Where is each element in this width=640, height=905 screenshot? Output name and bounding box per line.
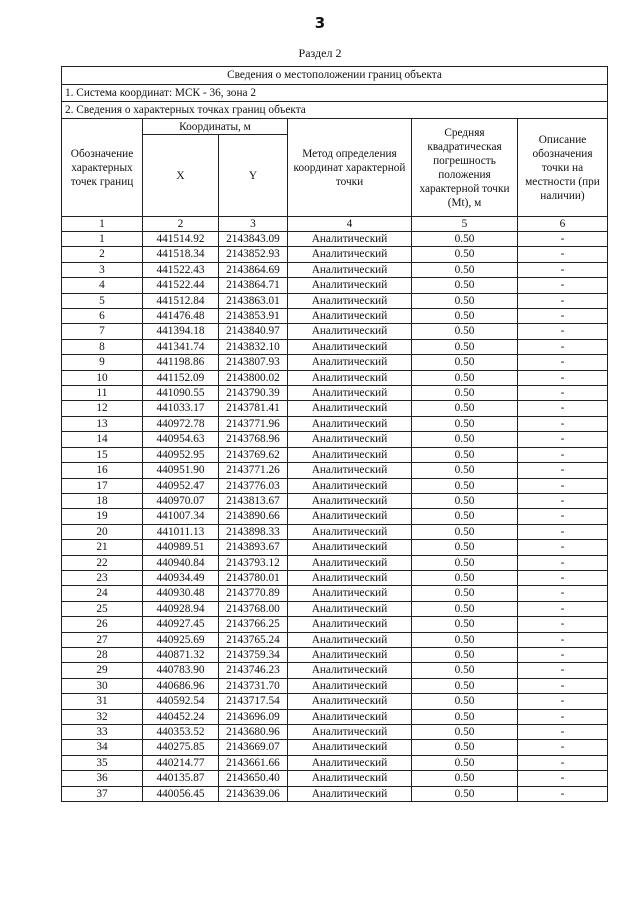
coord-x: 441011.13	[143, 524, 219, 539]
method-cell: Аналитический	[288, 663, 412, 678]
coord-y: 2143793.12	[219, 555, 288, 570]
point-number: 23	[62, 570, 143, 585]
table-row	[62, 617, 608, 632]
coord-y: 2143696.09	[219, 709, 288, 724]
point-number: 24	[62, 586, 143, 601]
description-cell: -	[518, 555, 608, 570]
error-cell: 0.50	[412, 617, 518, 632]
description-cell: -	[518, 293, 608, 308]
coord-y: 2143650.40	[219, 771, 288, 786]
coord-y: 2143770.89	[219, 586, 288, 601]
coord-x: 440940.84	[143, 555, 219, 570]
error-cell: 0.50	[412, 447, 518, 462]
description-cell: -	[518, 617, 608, 632]
description-cell: -	[518, 355, 608, 370]
error-cell: 0.50	[412, 709, 518, 724]
column-number-row	[62, 217, 608, 232]
coord-y: 2143717.54	[219, 694, 288, 709]
method-cell: Аналитический	[288, 247, 412, 262]
point-number: 36	[62, 771, 143, 786]
point-number: 18	[62, 493, 143, 508]
header-description: Описание обозначения точки на местности (при наличии)	[518, 119, 608, 217]
table-row	[62, 386, 608, 401]
coord-x: 440930.48	[143, 586, 219, 601]
coord-y: 2143769.62	[219, 447, 288, 462]
point-number: 20	[62, 524, 143, 539]
header-designation: Обозначение характерных точек границ	[62, 119, 143, 217]
coord-y: 2143771.26	[219, 463, 288, 478]
column-number: 5	[412, 217, 518, 232]
error-cell: 0.50	[412, 262, 518, 277]
point-number: 19	[62, 509, 143, 524]
description-cell: -	[518, 663, 608, 678]
method-cell: Аналитический	[288, 524, 412, 539]
error-cell: 0.50	[412, 478, 518, 493]
method-cell: Аналитический	[288, 278, 412, 293]
point-number: 9	[62, 355, 143, 370]
table-row	[62, 755, 608, 770]
coord-x: 441512.84	[143, 293, 219, 308]
error-cell: 0.50	[412, 601, 518, 616]
coordinate-system: 1. Система координат: МСК - 36, зона 2	[62, 85, 608, 102]
coord-x: 441198.86	[143, 355, 219, 370]
coord-y: 2143766.25	[219, 617, 288, 632]
coordinates-table	[61, 66, 608, 802]
table-row	[62, 309, 608, 324]
point-number: 30	[62, 678, 143, 693]
description-cell: -	[518, 678, 608, 693]
header-row-top	[62, 119, 608, 135]
description-cell: -	[518, 339, 608, 354]
points-caption-row	[62, 102, 608, 119]
method-cell: Аналитический	[288, 509, 412, 524]
error-cell: 0.50	[412, 509, 518, 524]
table-row	[62, 694, 608, 709]
header-x: X	[143, 135, 219, 217]
coord-x: 440934.49	[143, 570, 219, 585]
error-cell: 0.50	[412, 386, 518, 401]
description-cell: -	[518, 601, 608, 616]
method-cell: Аналитический	[288, 447, 412, 462]
coord-x: 440952.95	[143, 447, 219, 462]
description-cell: -	[518, 463, 608, 478]
table-row	[62, 463, 608, 478]
header-error: Средняя квадратическая погрешность положения характерной точки (Mt), м	[412, 119, 518, 217]
coord-x: 440954.63	[143, 432, 219, 447]
method-cell: Аналитический	[288, 293, 412, 308]
table-row	[62, 355, 608, 370]
coord-y: 2143768.00	[219, 601, 288, 616]
coord-y: 2143843.09	[219, 232, 288, 247]
table-row	[62, 262, 608, 277]
error-cell: 0.50	[412, 540, 518, 555]
description-cell: -	[518, 416, 608, 431]
coord-y: 2143746.23	[219, 663, 288, 678]
error-cell: 0.50	[412, 432, 518, 447]
table-row	[62, 232, 608, 247]
error-cell: 0.50	[412, 293, 518, 308]
point-number: 33	[62, 725, 143, 740]
error-cell: 0.50	[412, 247, 518, 262]
table-row	[62, 432, 608, 447]
point-number: 21	[62, 540, 143, 555]
coord-y: 2143790.39	[219, 386, 288, 401]
table-row	[62, 570, 608, 585]
description-cell: -	[518, 540, 608, 555]
description-cell: -	[518, 370, 608, 385]
header-coordinates: Координаты, м	[143, 119, 288, 135]
method-cell: Аналитический	[288, 694, 412, 709]
coord-y: 2143807.93	[219, 355, 288, 370]
coord-x: 441476.48	[143, 309, 219, 324]
point-number: 27	[62, 632, 143, 647]
point-number: 7	[62, 324, 143, 339]
coord-x: 440056.45	[143, 786, 219, 801]
table-row	[62, 786, 608, 801]
point-number: 4	[62, 278, 143, 293]
coord-x: 440353.52	[143, 725, 219, 740]
error-cell: 0.50	[412, 632, 518, 647]
point-number: 1	[62, 232, 143, 247]
error-cell: 0.50	[412, 725, 518, 740]
point-number: 35	[62, 755, 143, 770]
method-cell: Аналитический	[288, 740, 412, 755]
error-cell: 0.50	[412, 647, 518, 662]
coord-x: 440970.07	[143, 493, 219, 508]
column-number: 4	[288, 217, 412, 232]
table-title: Сведения о местоположении границ объекта	[62, 67, 608, 85]
method-cell: Аналитический	[288, 355, 412, 370]
method-cell: Аналитический	[288, 755, 412, 770]
column-number: 3	[219, 217, 288, 232]
description-cell: -	[518, 771, 608, 786]
description-cell: -	[518, 694, 608, 709]
description-cell: -	[518, 570, 608, 585]
description-cell: -	[518, 478, 608, 493]
table-row	[62, 632, 608, 647]
description-cell: -	[518, 447, 608, 462]
coord-x: 440592.54	[143, 694, 219, 709]
coord-x: 441518.34	[143, 247, 219, 262]
method-cell: Аналитический	[288, 771, 412, 786]
method-cell: Аналитический	[288, 601, 412, 616]
header-method: Метод определения координат характерной точки	[288, 119, 412, 217]
description-cell: -	[518, 509, 608, 524]
coord-y: 2143680.96	[219, 725, 288, 740]
description-cell: -	[518, 725, 608, 740]
point-number: 11	[62, 386, 143, 401]
header-y: Y	[219, 135, 288, 217]
table-row	[62, 540, 608, 555]
table-row	[62, 493, 608, 508]
description-cell: -	[518, 247, 608, 262]
table-row	[62, 586, 608, 601]
coord-y: 2143731.70	[219, 678, 288, 693]
table-row	[62, 447, 608, 462]
coord-y: 2143898.33	[219, 524, 288, 539]
coord-y: 2143863.01	[219, 293, 288, 308]
table-body	[62, 67, 608, 802]
error-cell: 0.50	[412, 355, 518, 370]
coord-x: 440972.78	[143, 416, 219, 431]
error-cell: 0.50	[412, 555, 518, 570]
coord-x: 440927.45	[143, 617, 219, 632]
method-cell: Аналитический	[288, 339, 412, 354]
description-cell: -	[518, 386, 608, 401]
coord-x: 441033.17	[143, 401, 219, 416]
method-cell: Аналитический	[288, 386, 412, 401]
points-caption: 2. Сведения о характерных точках границ объекта	[62, 102, 608, 119]
coord-y: 2143853.91	[219, 309, 288, 324]
description-cell: -	[518, 647, 608, 662]
table-row	[62, 678, 608, 693]
point-number: 14	[62, 432, 143, 447]
coord-x: 440952.47	[143, 478, 219, 493]
method-cell: Аналитический	[288, 478, 412, 493]
coord-x: 441090.55	[143, 386, 219, 401]
coord-y: 2143800.02	[219, 370, 288, 385]
point-number: 6	[62, 309, 143, 324]
coord-y: 2143639.06	[219, 786, 288, 801]
error-cell: 0.50	[412, 771, 518, 786]
point-number: 15	[62, 447, 143, 462]
coord-y: 2143765.24	[219, 632, 288, 647]
point-number: 5	[62, 293, 143, 308]
method-cell: Аналитический	[288, 678, 412, 693]
table-row	[62, 740, 608, 755]
error-cell: 0.50	[412, 663, 518, 678]
method-cell: Аналитический	[288, 324, 412, 339]
coord-y: 2143776.03	[219, 478, 288, 493]
description-cell: -	[518, 493, 608, 508]
point-number: 37	[62, 786, 143, 801]
coord-x: 441522.44	[143, 278, 219, 293]
description-cell: -	[518, 324, 608, 339]
error-cell: 0.50	[412, 278, 518, 293]
table-row	[62, 524, 608, 539]
column-number: 2	[143, 217, 219, 232]
coord-x: 440925.69	[143, 632, 219, 647]
table-row	[62, 247, 608, 262]
coord-x: 440452.24	[143, 709, 219, 724]
method-cell: Аналитический	[288, 617, 412, 632]
error-cell: 0.50	[412, 493, 518, 508]
table-row	[62, 278, 608, 293]
error-cell: 0.50	[412, 232, 518, 247]
method-cell: Аналитический	[288, 232, 412, 247]
coord-y: 2143852.93	[219, 247, 288, 262]
table-row	[62, 647, 608, 662]
point-number: 32	[62, 709, 143, 724]
point-number: 17	[62, 478, 143, 493]
method-cell: Аналитический	[288, 416, 412, 431]
coord-y: 2143893.67	[219, 540, 288, 555]
coord-x: 441522.43	[143, 262, 219, 277]
table-row	[62, 339, 608, 354]
coord-x: 441341.74	[143, 339, 219, 354]
error-cell: 0.50	[412, 694, 518, 709]
coord-x: 441394.18	[143, 324, 219, 339]
error-cell: 0.50	[412, 370, 518, 385]
coord-y: 2143781.41	[219, 401, 288, 416]
table-row	[62, 293, 608, 308]
point-number: 22	[62, 555, 143, 570]
error-cell: 0.50	[412, 463, 518, 478]
description-cell: -	[518, 432, 608, 447]
table-row	[62, 771, 608, 786]
method-cell: Аналитический	[288, 586, 412, 601]
method-cell: Аналитический	[288, 370, 412, 385]
method-cell: Аналитический	[288, 262, 412, 277]
coord-y: 2143661.66	[219, 755, 288, 770]
coord-x: 441007.34	[143, 509, 219, 524]
coord-y: 2143780.01	[219, 570, 288, 585]
description-cell: -	[518, 786, 608, 801]
coord-y: 2143669.07	[219, 740, 288, 755]
table-row	[62, 663, 608, 678]
coord-y: 2143813.67	[219, 493, 288, 508]
description-cell: -	[518, 709, 608, 724]
description-cell: -	[518, 278, 608, 293]
error-cell: 0.50	[412, 586, 518, 601]
coordinate-system-row	[62, 85, 608, 102]
error-cell: 0.50	[412, 570, 518, 585]
method-cell: Аналитический	[288, 432, 412, 447]
point-number: 2	[62, 247, 143, 262]
method-cell: Аналитический	[288, 540, 412, 555]
description-cell: -	[518, 755, 608, 770]
error-cell: 0.50	[412, 755, 518, 770]
point-number: 28	[62, 647, 143, 662]
description-cell: -	[518, 262, 608, 277]
error-cell: 0.50	[412, 524, 518, 539]
error-cell: 0.50	[412, 324, 518, 339]
point-number: 8	[62, 339, 143, 354]
error-cell: 0.50	[412, 339, 518, 354]
description-cell: -	[518, 232, 608, 247]
coord-y: 2143840.97	[219, 324, 288, 339]
error-cell: 0.50	[412, 416, 518, 431]
method-cell: Аналитический	[288, 463, 412, 478]
coord-x: 441152.09	[143, 370, 219, 385]
table-row	[62, 401, 608, 416]
point-number: 10	[62, 370, 143, 385]
point-number: 25	[62, 601, 143, 616]
method-cell: Аналитический	[288, 401, 412, 416]
section-label: Раздел 2	[298, 46, 342, 60]
coord-y: 2143759.34	[219, 647, 288, 662]
method-cell: Аналитический	[288, 570, 412, 585]
point-number: 31	[62, 694, 143, 709]
point-number: 34	[62, 740, 143, 755]
point-number: 29	[62, 663, 143, 678]
table-row	[62, 601, 608, 616]
error-cell: 0.50	[412, 678, 518, 693]
error-cell: 0.50	[412, 309, 518, 324]
description-cell: -	[518, 524, 608, 539]
point-number: 12	[62, 401, 143, 416]
coord-x: 440989.51	[143, 540, 219, 555]
point-number: 16	[62, 463, 143, 478]
description-cell: -	[518, 740, 608, 755]
coord-x: 440275.85	[143, 740, 219, 755]
method-cell: Аналитический	[288, 309, 412, 324]
coord-x: 440928.94	[143, 601, 219, 616]
coord-y: 2143771.96	[219, 416, 288, 431]
table-row	[62, 509, 608, 524]
coord-x: 440135.87	[143, 771, 219, 786]
table-row	[62, 416, 608, 431]
coord-x: 440951.90	[143, 463, 219, 478]
coord-x: 440783.90	[143, 663, 219, 678]
point-number: 26	[62, 617, 143, 632]
table-row	[62, 725, 608, 740]
table-row	[62, 324, 608, 339]
description-cell: -	[518, 309, 608, 324]
table-row	[62, 709, 608, 724]
description-cell: -	[518, 632, 608, 647]
coord-y: 2143768.96	[219, 432, 288, 447]
column-number: 1	[62, 217, 143, 232]
point-number: 3	[62, 262, 143, 277]
coord-x: 440871.32	[143, 647, 219, 662]
method-cell: Аналитический	[288, 493, 412, 508]
coord-x: 440214.77	[143, 755, 219, 770]
method-cell: Аналитический	[288, 786, 412, 801]
table-title-row	[62, 67, 608, 85]
method-cell: Аналитический	[288, 709, 412, 724]
table-row	[62, 370, 608, 385]
table-row	[62, 478, 608, 493]
method-cell: Аналитический	[288, 647, 412, 662]
table-row	[62, 555, 608, 570]
error-cell: 0.50	[412, 786, 518, 801]
coord-y: 2143864.69	[219, 262, 288, 277]
coord-y: 2143890.66	[219, 509, 288, 524]
coord-y: 2143832.10	[219, 339, 288, 354]
method-cell: Аналитический	[288, 555, 412, 570]
coord-y: 2143864.71	[219, 278, 288, 293]
description-cell: -	[518, 401, 608, 416]
coord-x: 441514.92	[143, 232, 219, 247]
description-cell: -	[518, 586, 608, 601]
method-cell: Аналитический	[288, 632, 412, 647]
point-number: 13	[62, 416, 143, 431]
coord-x: 440686.96	[143, 678, 219, 693]
page-number: 3	[314, 14, 326, 32]
error-cell: 0.50	[412, 740, 518, 755]
column-number: 6	[518, 217, 608, 232]
error-cell: 0.50	[412, 401, 518, 416]
method-cell: Аналитический	[288, 725, 412, 740]
